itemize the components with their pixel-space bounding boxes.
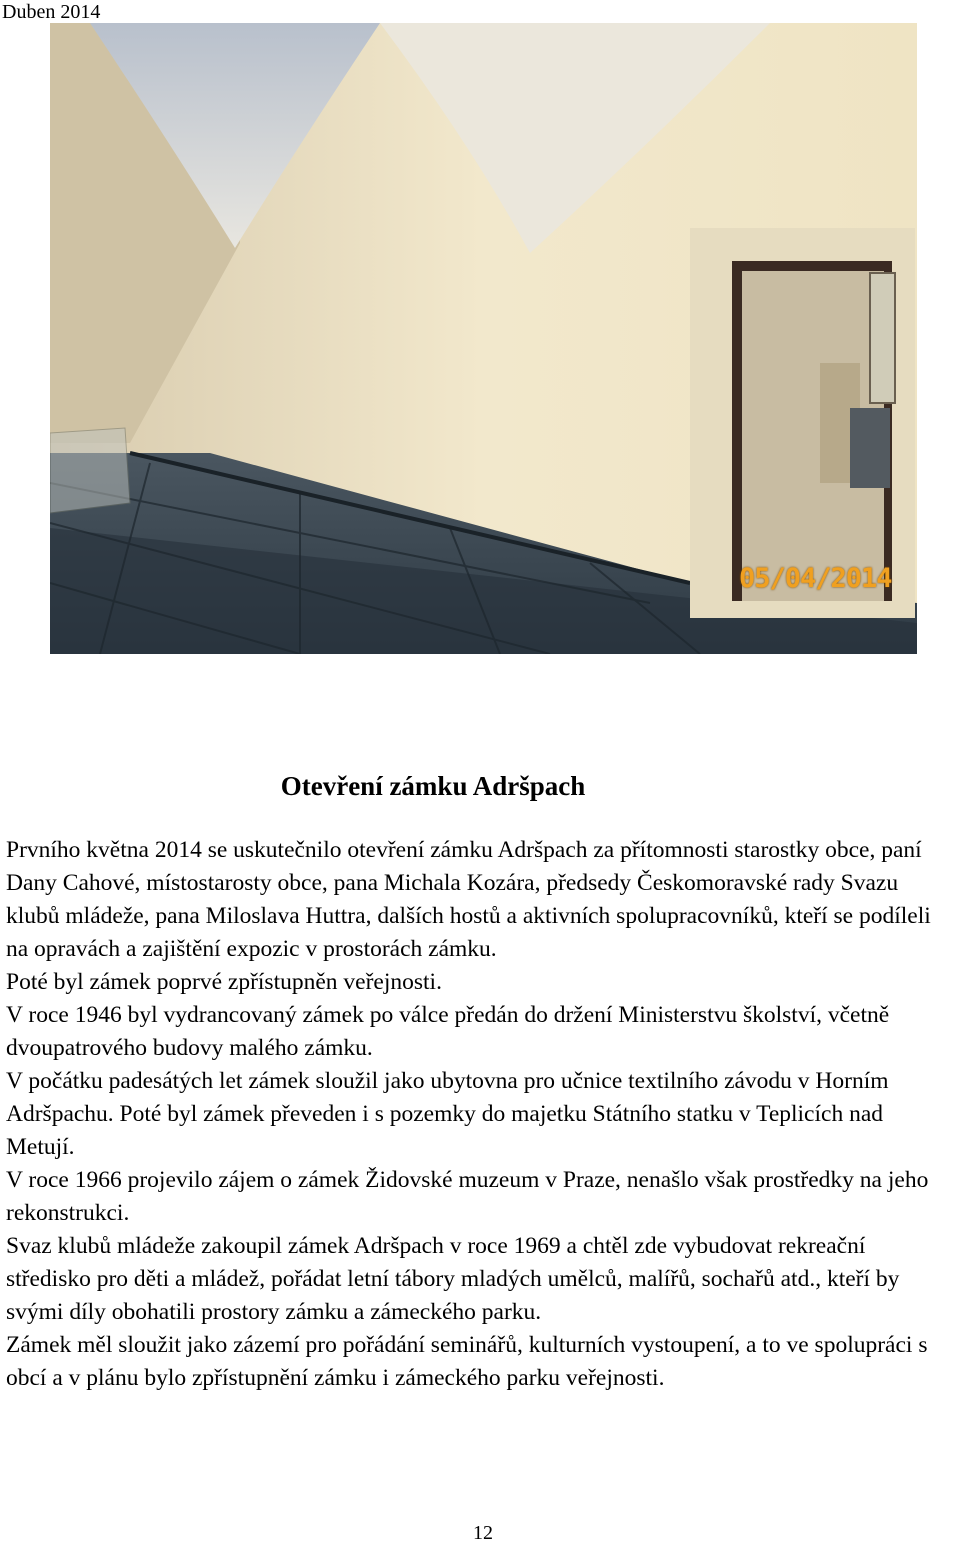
article-paragraph: Prvního května 2014 se uskutečnilo otevření zámku Adršpach za přítomnosti starostky obce, paní Dany Cahové, místostarosty obce, pana Michala Kozára, předsedy Českomoravské rady Svazu klubů mládeže, pana Miloslava Huttra, dalších hostů a aktivních spolupracovníků, kteří se podíleli na opravách a zajištění expozic v prostorách zámku. bbox=[6, 837, 931, 962]
interior-photo-drawing bbox=[50, 23, 917, 654]
article-body bbox=[6, 834, 956, 1395]
article-paragraph: V roce 1966 projevilo zájem o zámek Židovské muzeum v Praze, nenašlo však prostředky na jeho rekonstrukci. bbox=[6, 1167, 929, 1226]
article-paragraph: Poté byl zámek poprvé zpřístupněn veřejnosti. bbox=[6, 969, 442, 995]
interior-photo bbox=[50, 23, 917, 654]
article-paragraph: V roce 1946 byl vydrancovaný zámek po válce předán do držení Ministerstvu školství, včetně dvoupatrového budovy malého zámku. bbox=[6, 1002, 890, 1061]
photo-timestamp: 05/04/2014 bbox=[739, 563, 892, 594]
article-paragraph: Svaz klubů mládeže zakoupil zámek Adršpach v roce 1969 a chtěl zde vybudovat rekreační středisko pro děti a mládež, pořádat letní tábory mladých umělců, malířů, sochařů atd., kteří by svými díly obohatili prostory zámku a zámeckého parku. bbox=[6, 1233, 900, 1325]
header-date: Duben 2014 bbox=[2, 1, 101, 23]
article-title: Otevření zámku Adršpach bbox=[280, 771, 586, 801]
article-paragraph: Zámek měl sloužit jako zázemí pro pořádání seminářů, kulturních vystoupení, a to ve spolupráci s obcí a v plánu bylo zpřístupnění zámku i zámeckého parku veřejnosti. bbox=[6, 1332, 928, 1391]
page-number: 12 bbox=[473, 1522, 493, 1544]
article-paragraph: V počátku padesátých let zámek sloužil jako ubytovna pro učnice textilního závodu v Horním Adršpachu. Poté byl zámek převeden i s pozemky do majetku Státního statku v Teplicích nad Metují. bbox=[6, 1068, 889, 1160]
